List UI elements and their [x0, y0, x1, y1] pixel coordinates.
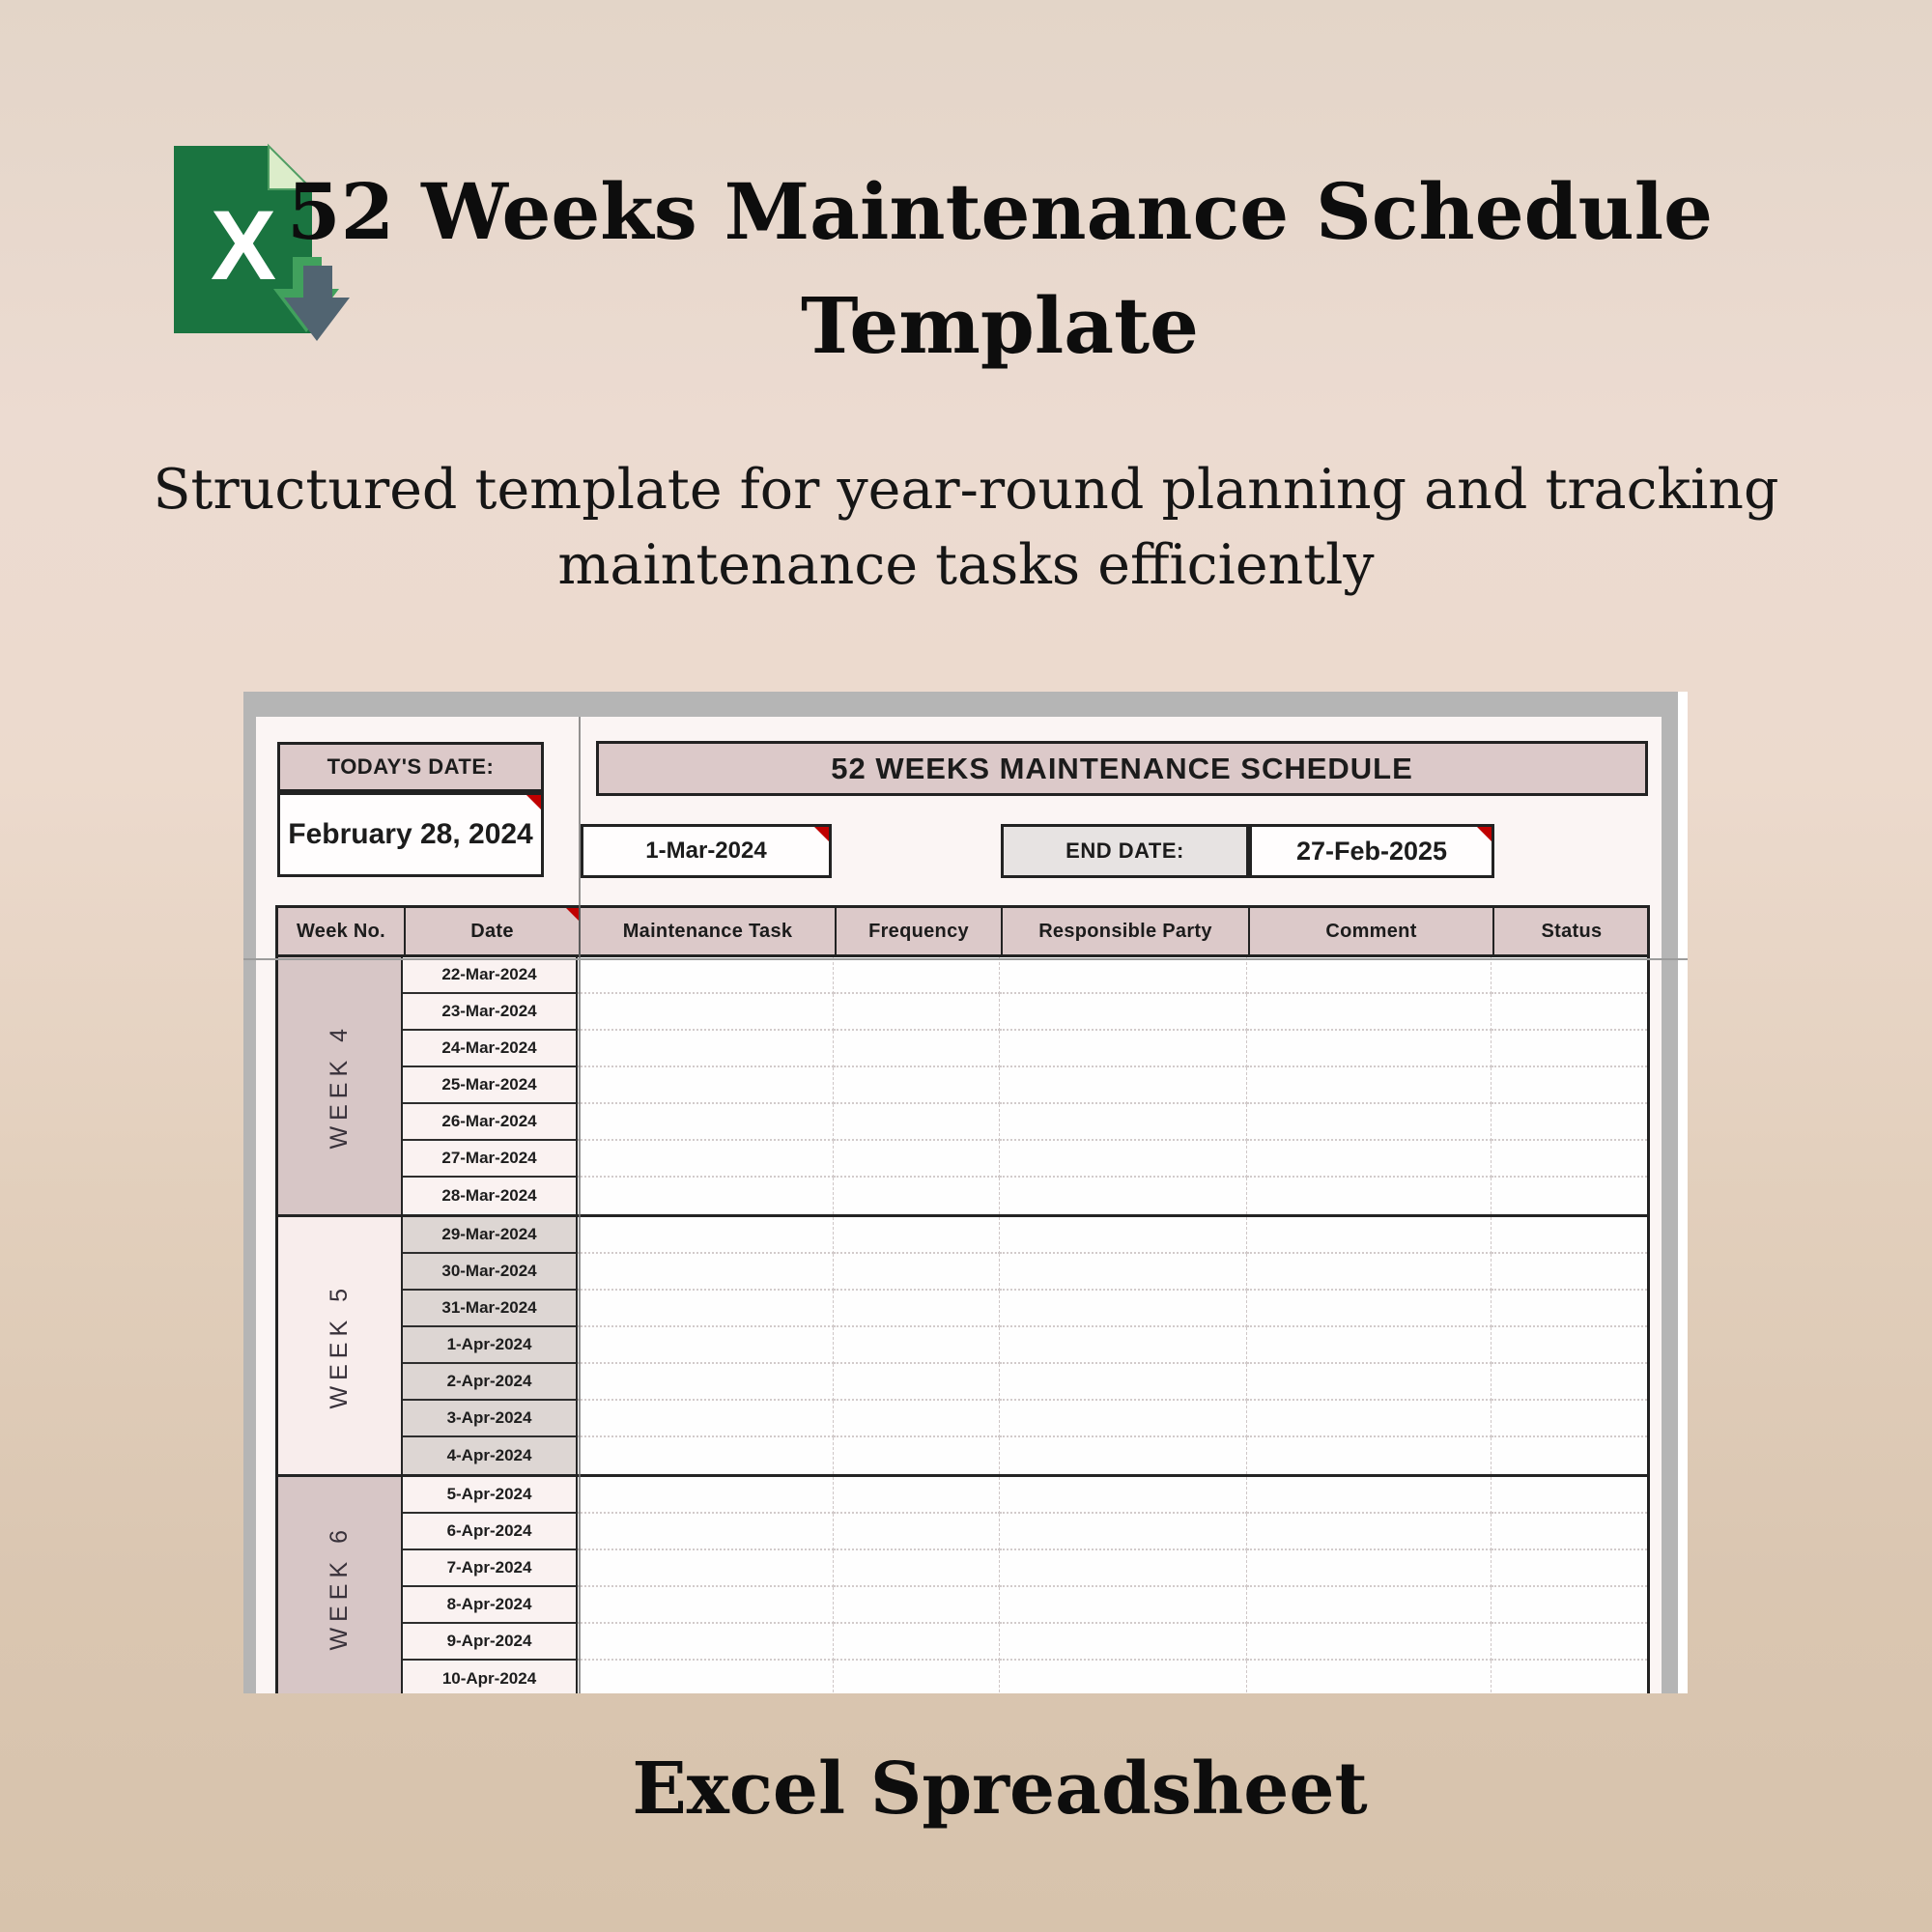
empty-cell: [578, 1587, 834, 1624]
empty-cell: [1247, 1031, 1492, 1067]
empty-cell: [1492, 1550, 1647, 1587]
empty-cell: [1000, 1291, 1247, 1327]
empty-cell: [1492, 1401, 1647, 1437]
sheet-banner-title: 52 WEEKS MAINTENANCE SCHEDULE: [596, 741, 1648, 796]
empty-cell: [834, 1624, 1000, 1661]
date-cell: 23-Mar-2024: [403, 994, 578, 1031]
empty-cell: [1492, 994, 1647, 1031]
empty-cell: [1000, 1217, 1247, 1254]
todays-date-label: TODAY'S DATE:: [277, 742, 544, 792]
empty-cell: [578, 994, 834, 1031]
empty-cell: [834, 1291, 1000, 1327]
todays-date-value: February 28, 2024: [277, 792, 544, 877]
empty-cell: [1247, 1550, 1492, 1587]
empty-cell: [834, 1587, 1000, 1624]
empty-cell: [1247, 1587, 1492, 1624]
empty-cell: [1000, 1141, 1247, 1178]
date-cell: 3-Apr-2024: [403, 1401, 578, 1437]
empty-cell: [1492, 1254, 1647, 1291]
sheet-content-area: [256, 717, 1662, 1693]
empty-cell: [578, 1031, 834, 1067]
empty-cell: [1492, 1437, 1647, 1474]
week-label-text: WEEK 5: [326, 1282, 353, 1409]
week-group: [278, 1477, 1647, 1693]
empty-cell: [1000, 1364, 1247, 1401]
empty-cell: [578, 957, 834, 994]
empty-cell: [578, 1327, 834, 1364]
empty-cell: [578, 1514, 834, 1550]
column-header-date: Date: [406, 908, 581, 954]
empty-cell: [1247, 1364, 1492, 1401]
empty-cell: [1492, 957, 1647, 994]
empty-cell: [834, 1550, 1000, 1587]
date-cell: 30-Mar-2024: [403, 1254, 578, 1291]
footer-label: Excel Spreadsheet: [632, 1747, 1368, 1831]
date-cell: 2-Apr-2024: [403, 1364, 578, 1401]
week-label-text: WEEK 4: [326, 1022, 353, 1150]
end-date-label: END DATE:: [1001, 824, 1249, 878]
empty-cell: [1000, 1661, 1247, 1693]
empty-cell: [834, 994, 1000, 1031]
page-subtitle-line2: maintenance tasks efficiently: [557, 533, 1375, 597]
empty-cell: [578, 1291, 834, 1327]
empty-cell: [1000, 1437, 1247, 1474]
empty-cell: [834, 1364, 1000, 1401]
empty-cell: [578, 1477, 834, 1514]
empty-cell: [1492, 1141, 1647, 1178]
date-cell: 1-Apr-2024: [403, 1327, 578, 1364]
empty-cell: [1492, 1104, 1647, 1141]
page-subtitle: [0, 452, 1932, 603]
week-label: [278, 1217, 403, 1474]
empty-cell: [834, 1477, 1000, 1514]
empty-cell: [578, 1178, 834, 1214]
empty-cell: [1492, 1624, 1647, 1661]
empty-cell: [1247, 1178, 1492, 1214]
empty-cell: [1000, 1178, 1247, 1214]
empty-cell: [1247, 1661, 1492, 1693]
empty-cell: [1000, 1031, 1247, 1067]
empty-cell: [834, 1067, 1000, 1104]
empty-cell: [1000, 1587, 1247, 1624]
empty-cell: [578, 1401, 834, 1437]
empty-cell: [578, 1067, 834, 1104]
empty-cell: [1247, 1437, 1492, 1474]
empty-cell: [834, 957, 1000, 994]
empty-cell: [1000, 1624, 1247, 1661]
empty-cell: [578, 1661, 834, 1693]
empty-cell: [1000, 1550, 1247, 1587]
empty-cell: [834, 1514, 1000, 1550]
date-cell: 27-Mar-2024: [403, 1141, 578, 1178]
date-cell: 22-Mar-2024: [403, 957, 578, 994]
empty-cell: [1247, 1217, 1492, 1254]
empty-cell: [578, 1217, 834, 1254]
empty-cell: [834, 1401, 1000, 1437]
column-header-maintenance-task: Maintenance Task: [581, 908, 837, 954]
empty-cell: [578, 1437, 834, 1474]
date-cell: 24-Mar-2024: [403, 1031, 578, 1067]
date-cell: 29-Mar-2024: [403, 1217, 578, 1254]
spreadsheet-screenshot: [243, 692, 1688, 1693]
date-cell: 9-Apr-2024: [403, 1624, 578, 1661]
empty-cell: [1000, 1104, 1247, 1141]
empty-cell: [578, 1141, 834, 1178]
empty-cell: [578, 1104, 834, 1141]
date-cell: 7-Apr-2024: [403, 1550, 578, 1587]
page-title-line1: 52 Weeks Maintenance Schedule: [287, 166, 1713, 257]
empty-cell: [1492, 1067, 1647, 1104]
start-date-value: 1-Mar-2024: [581, 824, 832, 878]
empty-cell: [834, 1254, 1000, 1291]
empty-cell: [834, 1661, 1000, 1693]
empty-cell: [1000, 1401, 1247, 1437]
empty-cell: [578, 1364, 834, 1401]
table-header: [275, 905, 1650, 957]
empty-cell: [578, 1550, 834, 1587]
date-cell: 10-Apr-2024: [403, 1661, 578, 1693]
date-cell: 28-Mar-2024: [403, 1178, 578, 1214]
column-header-comment: Comment: [1250, 908, 1494, 954]
empty-cell: [1247, 1067, 1492, 1104]
table-body: [275, 957, 1650, 1693]
week-label: [278, 1477, 403, 1693]
empty-cell: [1000, 994, 1247, 1031]
date-cell: 5-Apr-2024: [403, 1477, 578, 1514]
empty-cell: [834, 1104, 1000, 1141]
date-cell: 6-Apr-2024: [403, 1514, 578, 1550]
empty-cell: [834, 1437, 1000, 1474]
empty-cell: [1000, 1477, 1247, 1514]
empty-cell: [1000, 1254, 1247, 1291]
sheet-right-gutter: [1678, 692, 1688, 1693]
empty-cell: [834, 1217, 1000, 1254]
empty-cell: [1247, 957, 1492, 994]
excel-x-letter: X: [210, 190, 277, 300]
empty-cell: [1247, 1401, 1492, 1437]
empty-cell: [1492, 1364, 1647, 1401]
empty-cell: [1247, 1254, 1492, 1291]
end-date-value: 27-Feb-2025: [1249, 824, 1494, 878]
empty-cell: [578, 1624, 834, 1661]
date-cell: 25-Mar-2024: [403, 1067, 578, 1104]
empty-cell: [1492, 1477, 1647, 1514]
page-title: [68, 155, 1932, 383]
empty-cell: [1247, 1141, 1492, 1178]
empty-cell: [1492, 1514, 1647, 1550]
empty-cell: [834, 1141, 1000, 1178]
column-header-status: Status: [1541, 920, 1603, 942]
page-subtitle-line1: Structured template for year-round planning and tracking: [153, 458, 1779, 522]
week-group: [278, 1217, 1647, 1477]
empty-cell: [1247, 1624, 1492, 1661]
empty-cell: [1492, 1217, 1647, 1254]
empty-cell: [1492, 1178, 1647, 1214]
empty-cell: [834, 1178, 1000, 1214]
empty-cell: [578, 1254, 834, 1291]
empty-cell: [834, 1031, 1000, 1067]
empty-cell: [1000, 1327, 1247, 1364]
date-cell: 31-Mar-2024: [403, 1291, 578, 1327]
date-cell: 8-Apr-2024: [403, 1587, 578, 1624]
date-cell: 26-Mar-2024: [403, 1104, 578, 1141]
column-header-responsible-party: Responsible Party: [1003, 908, 1250, 954]
empty-cell: [1000, 1514, 1247, 1550]
empty-cell: [1492, 1327, 1647, 1364]
empty-cell: [1492, 1661, 1647, 1693]
empty-cell: [1492, 1031, 1647, 1067]
empty-cell: [1247, 1291, 1492, 1327]
empty-cell: [834, 1327, 1000, 1364]
schedule-table: [275, 905, 1650, 1693]
page-title-line2: Template: [801, 280, 1199, 371]
empty-cell: [1492, 1587, 1647, 1624]
empty-cell: [1492, 1291, 1647, 1327]
freeze-pane-divider-horizontal: [243, 958, 1688, 960]
empty-cell: [1247, 1477, 1492, 1514]
column-header-frequency: Frequency: [837, 908, 1003, 954]
empty-cell: [1247, 1104, 1492, 1141]
empty-cell: [1000, 1067, 1247, 1104]
empty-cell: [1000, 957, 1247, 994]
freeze-pane-divider-vertical: [579, 717, 581, 1693]
empty-cell: [1247, 1514, 1492, 1550]
column-header-week-no-: Week No.: [278, 908, 406, 954]
week-group: [278, 957, 1647, 1217]
week-label: [278, 957, 403, 1214]
date-cell: 4-Apr-2024: [403, 1437, 578, 1474]
empty-cell: [1247, 1327, 1492, 1364]
empty-cell: [1247, 994, 1492, 1031]
week-label-text: WEEK 6: [326, 1523, 353, 1651]
